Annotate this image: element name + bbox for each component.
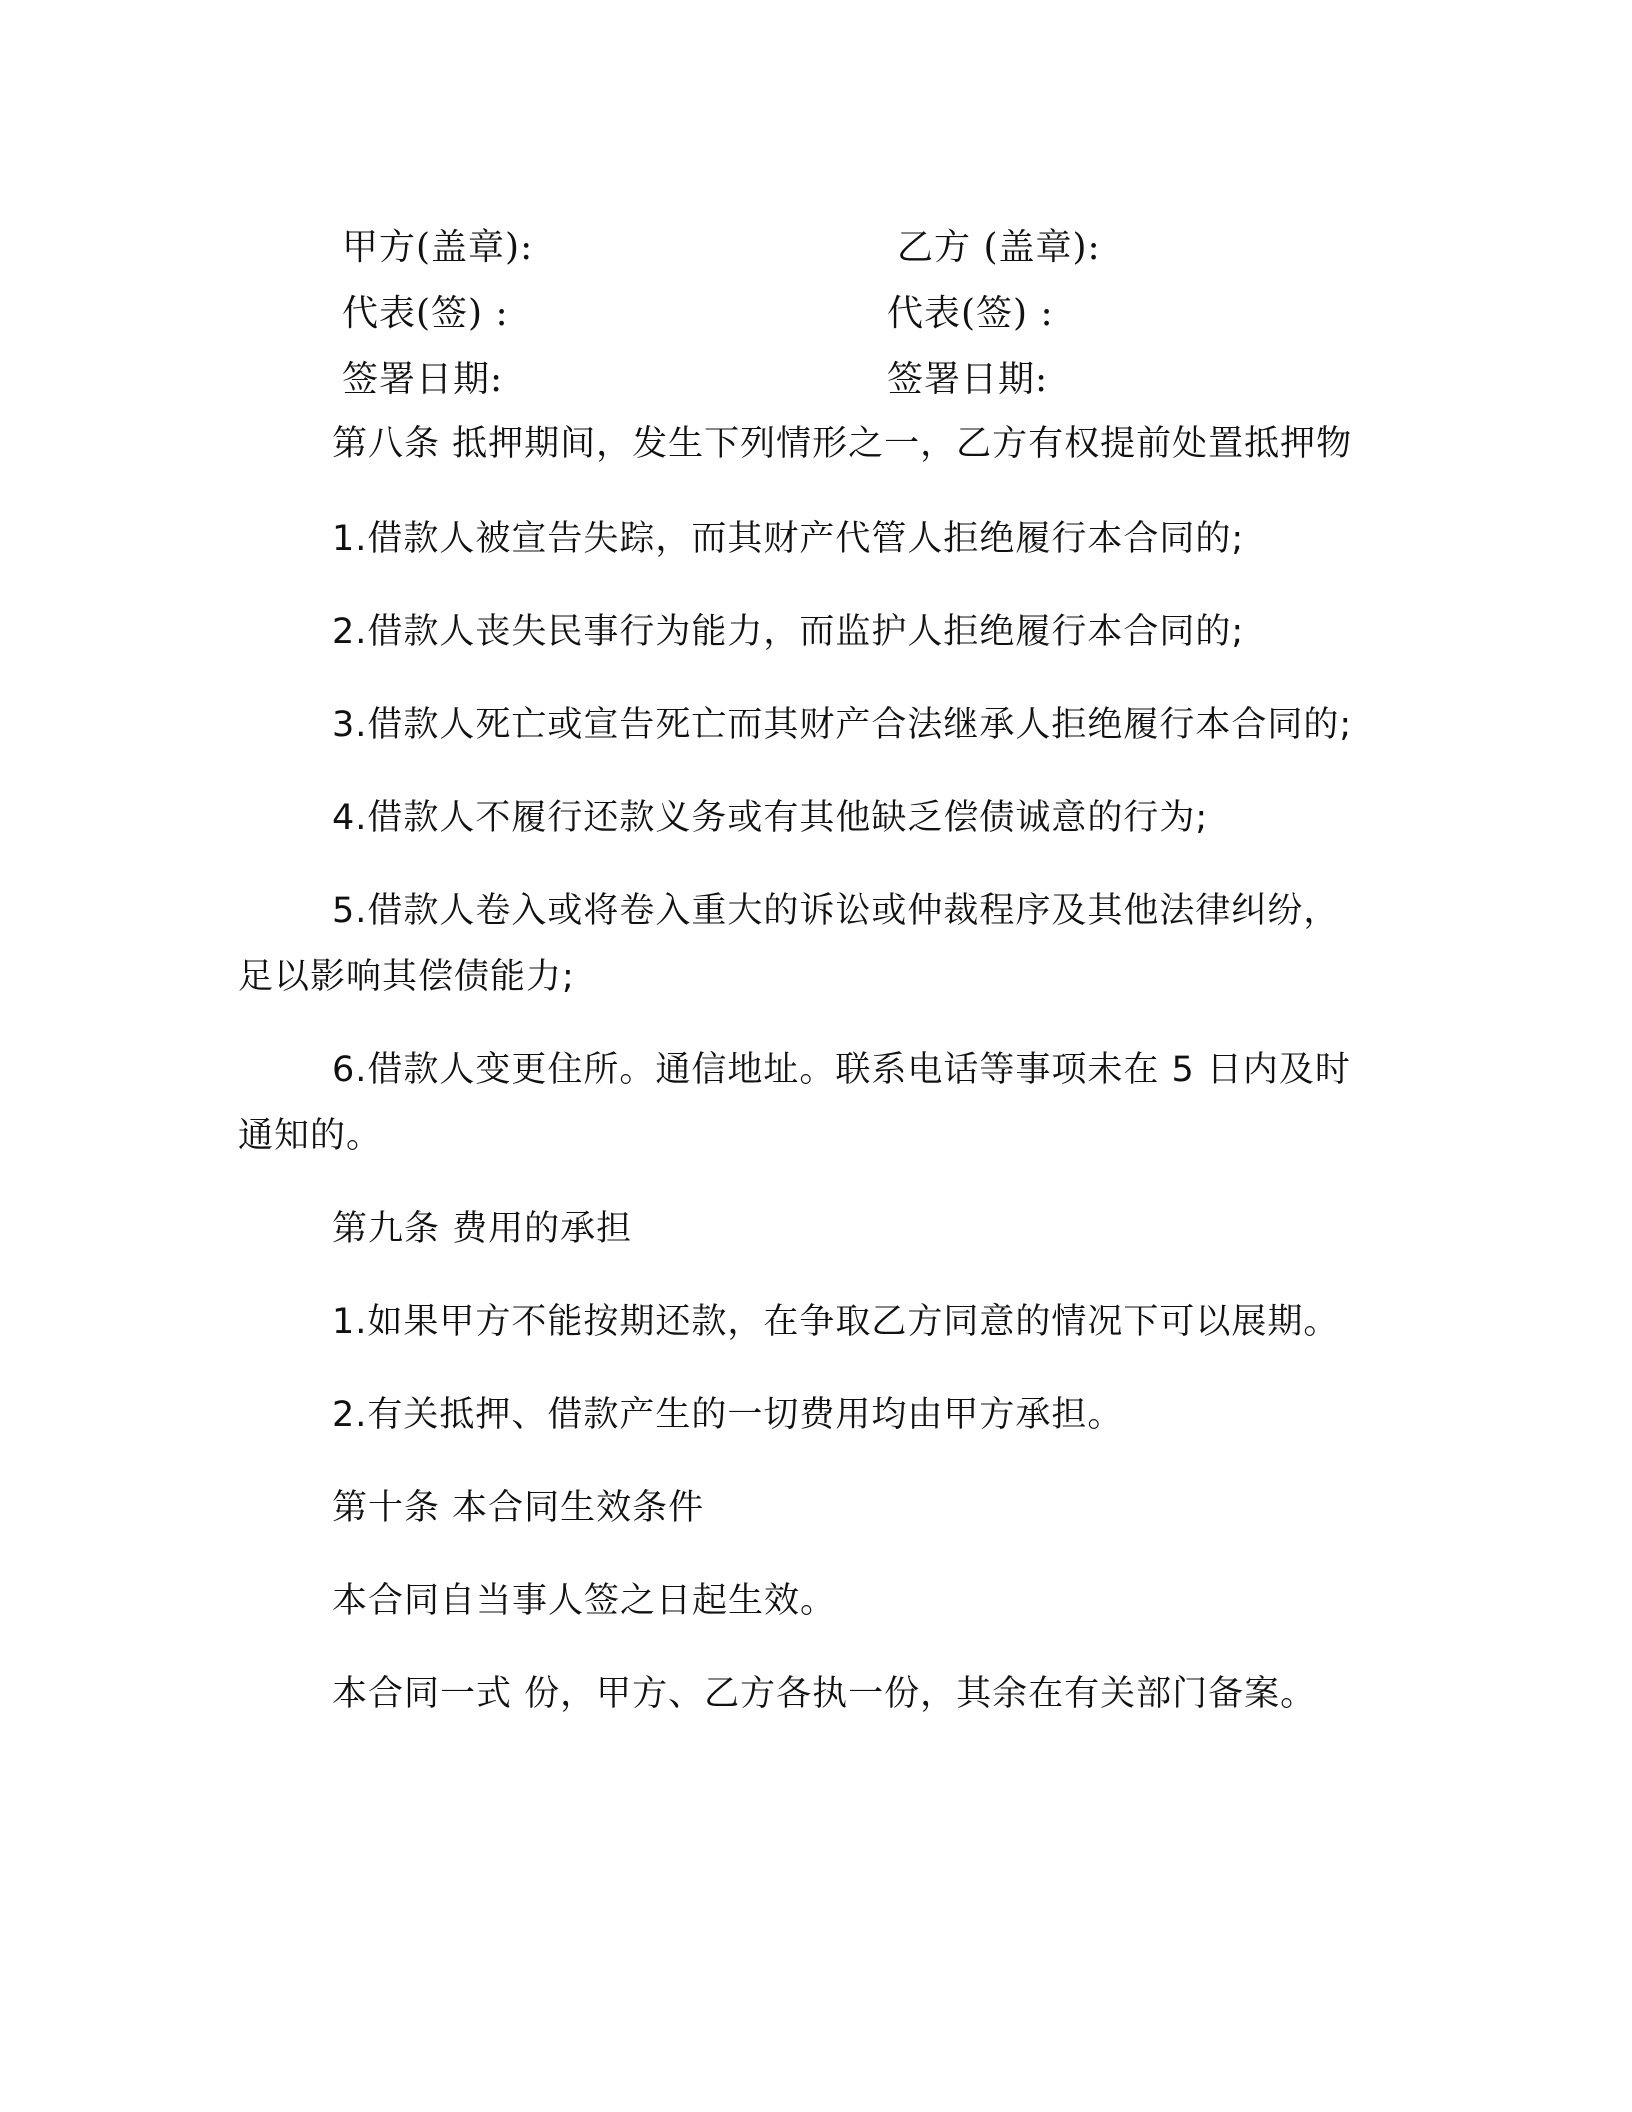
article-8-item-5-line-2: 足以影响其偿债能力; bbox=[238, 957, 575, 997]
article-9-item-2: 2.有关抵押、借款产生的一切费用均由甲方承担。 bbox=[332, 1395, 1124, 1435]
party-a-seal-label: 甲方(盖章): bbox=[342, 227, 534, 268]
article-8-item-1: 1.借款人被宣告失踪，而其财产代管人拒绝履行本合同的; bbox=[332, 519, 1245, 559]
article-8-item-4: 4.借款人不履行还款义务或有其他缺乏偿债诚意的行为; bbox=[332, 798, 1209, 838]
article-9-item-1: 1.如果甲方不能按期还款，在争取乙方同意的情况下可以展期。 bbox=[332, 1302, 1340, 1342]
article-10-heading: 第十条 本合同生效条件 bbox=[332, 1488, 705, 1528]
article-8-item-2: 2.借款人丧失民事行为能力，而监护人拒绝履行本合同的; bbox=[332, 612, 1245, 652]
party-a-rep-label: 代表(签) : bbox=[342, 293, 509, 334]
article-8-item-5-line-1: 5.借款人卷入或将卷入重大的诉讼或仲裁程序及其他法律纠纷， bbox=[332, 891, 1340, 931]
party-b-date-label: 签署日期: bbox=[887, 359, 1049, 400]
article-8-item-6-line-2: 通知的。 bbox=[238, 1116, 383, 1156]
party-b-seal-label: 乙方 (盖章): bbox=[897, 227, 1101, 268]
party-a-date-label: 签署日期: bbox=[342, 359, 504, 400]
article-10-line-2: 本合同一式 份，甲方、乙方各执一份，其余在有关部门备案。 bbox=[332, 1674, 1317, 1714]
article-9-heading: 第九条 费用的承担 bbox=[332, 1209, 633, 1249]
article-10-line-1: 本合同自当事人签之日起生效。 bbox=[332, 1581, 837, 1621]
article-8-item-6-line-1: 6.借款人变更住所。通信地址。联系电话等事项未在 5 日内及时 bbox=[332, 1050, 1351, 1090]
party-b-rep-label: 代表(签) : bbox=[887, 293, 1054, 334]
article-8-heading: 第八条 抵押期间，发生下列情形之一，乙方有权提前处置抵押物 bbox=[332, 424, 1353, 464]
article-8-item-3: 3.借款人死亡或宣告死亡而其财产合法继承人拒绝履行本合同的; bbox=[332, 705, 1353, 745]
